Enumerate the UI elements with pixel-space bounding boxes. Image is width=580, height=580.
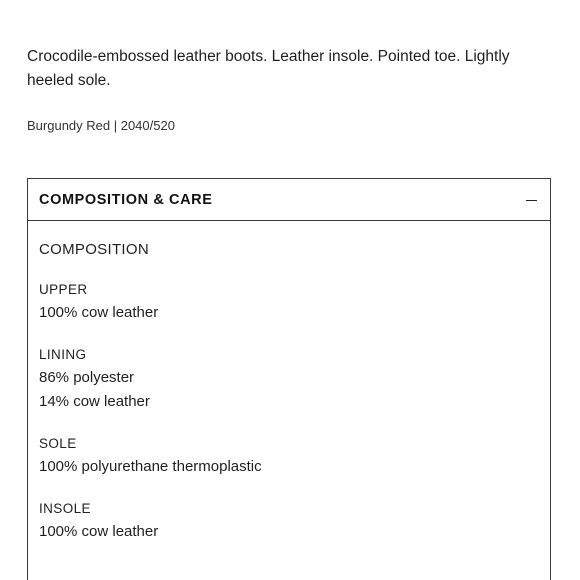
panel-title: COMPOSITION & CARE (39, 191, 213, 208)
composition-group-upper (39, 281, 539, 325)
group-value: 100% cow leather (39, 304, 159, 321)
group-label: LINING (39, 347, 87, 362)
panel-body (28, 240, 550, 544)
composition-care-panel (27, 178, 551, 580)
composition-group-lining (39, 346, 539, 414)
group-value: 100% polyurethane thermoplastic (39, 458, 262, 475)
group-label: INSOLE (39, 501, 91, 516)
group-value: 100% cow leather (39, 523, 159, 540)
minus-icon[interactable] (526, 194, 538, 206)
group-value: 14% cow leather (39, 393, 150, 410)
composition-heading: COMPOSITION (39, 241, 149, 258)
color-reference: Burgundy Red | 2040/520 (27, 118, 175, 133)
group-value: 86% polyester (39, 369, 135, 386)
composition-group-sole (39, 435, 539, 479)
composition-care-toggle[interactable] (28, 179, 550, 221)
composition-group-insole (39, 500, 539, 544)
product-description: Crocodile-embossed leather boots. Leather insole. Pointed toe. Lightly heeled sole. (27, 48, 510, 89)
group-label: SOLE (39, 436, 77, 451)
group-label: UPPER (39, 282, 88, 297)
